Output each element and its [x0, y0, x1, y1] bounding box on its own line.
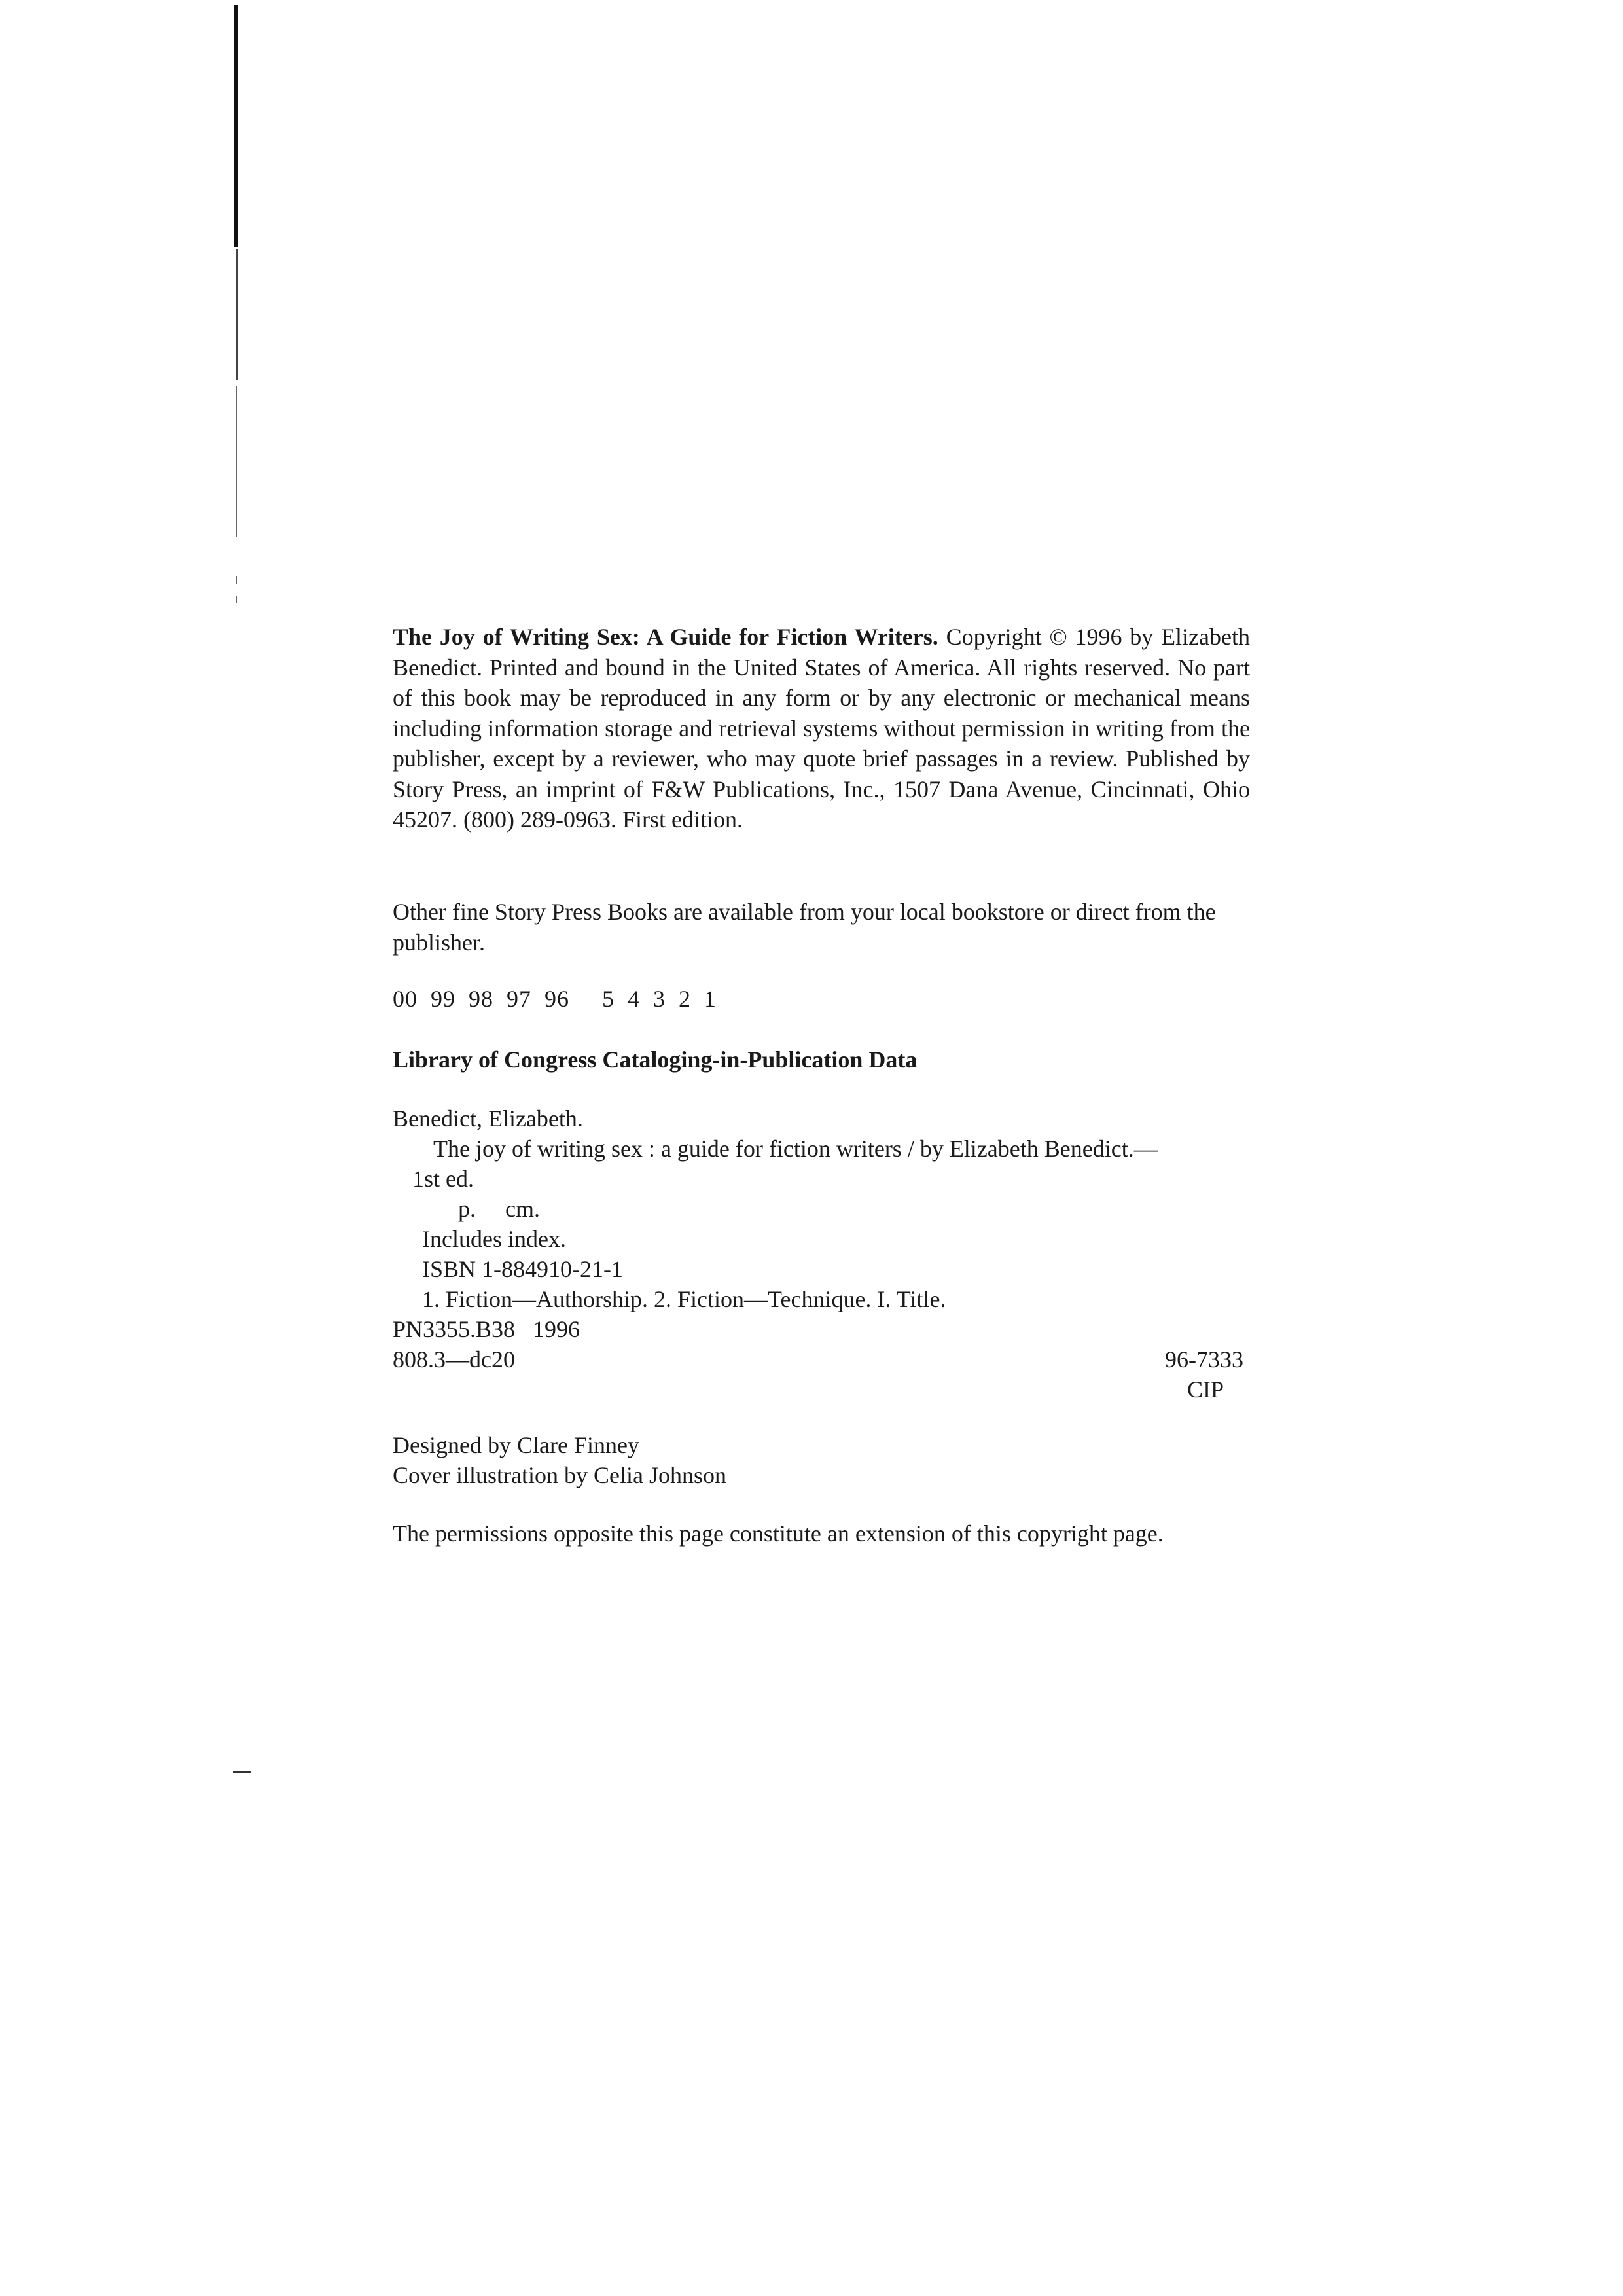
cip-physical: p. cm. — [458, 1196, 540, 1222]
cip-label: CIP — [1186, 1376, 1224, 1403]
availability-block — [393, 897, 1250, 958]
copyright-block — [393, 622, 1250, 835]
copyright-text: Copyright © 1996 by Elizabeth Benedict. Printed and bound in the United States of America. All rights reserved. No part of this book may be reproduced in any form or by any electronic or mechanical means including information storage and retrieval systems without permission in writing from the publisher, except by a reviewer, who may quote brief passages in a review. Published by Story Press, an imprint of F&W Publications, Inc., 1507 Dana Avenue, Cincinnati, Ohio 45207. (800) 289-0963. First edition. — [393, 624, 1251, 833]
availability-text: Other fine Story Press Books are available from your local bookstore or direct from the publisher. — [393, 899, 1216, 956]
binding-edge-line — [234, 5, 238, 247]
copyright-paragraph — [393, 622, 1250, 835]
binding-edge-tick — [233, 1771, 251, 1773]
printing-line-block — [393, 985, 1250, 1013]
cover-credit: Cover illustration by Celia Johnson — [393, 1462, 726, 1488]
cip-author: Benedict, Elizabeth. — [393, 1105, 583, 1132]
binding-edge-mark — [236, 576, 237, 584]
cip-lccn: 96-7333 — [1165, 1346, 1243, 1372]
printing-line: 00 99 98 97 96 5 4 3 2 1 — [393, 986, 717, 1012]
cip-isbn: ISBN 1-884910-21-1 — [422, 1256, 623, 1282]
cip-heading-block — [393, 1046, 1250, 1073]
cip-lc-class: PN3355.B38 1996 — [393, 1316, 580, 1342]
cip-heading: Library of Congress Cataloging-in-Publication Data — [393, 1047, 918, 1073]
cip-dewey: 808.3—dc20 — [393, 1346, 515, 1372]
book-title: The Joy of Writing Sex: A Guide for Fiction Writers. — [393, 624, 938, 650]
designer-credit: Designed by Clare Finney — [393, 1432, 639, 1458]
binding-edge-line — [236, 386, 237, 537]
binding-edge-line — [236, 249, 238, 380]
cip-note: Includes index. — [422, 1226, 566, 1252]
cip-title-line: The joy of writing sex : a guide for fiction writers / by Elizabeth Benedict.— — [433, 1136, 1158, 1162]
cip-data-block — [393, 1105, 1250, 1419]
permissions-text: The permissions opposite this page constitute an extension of this copyright page. — [393, 1520, 1164, 1547]
binding-edge-mark — [236, 596, 237, 603]
credits-block — [393, 1430, 1250, 1490]
permissions-block — [393, 1518, 1243, 1549]
cip-subjects: 1. Fiction—Authorship. 2. Fiction—Technique. I. Title. — [422, 1286, 946, 1312]
cip-edition: 1st ed. — [412, 1166, 474, 1192]
